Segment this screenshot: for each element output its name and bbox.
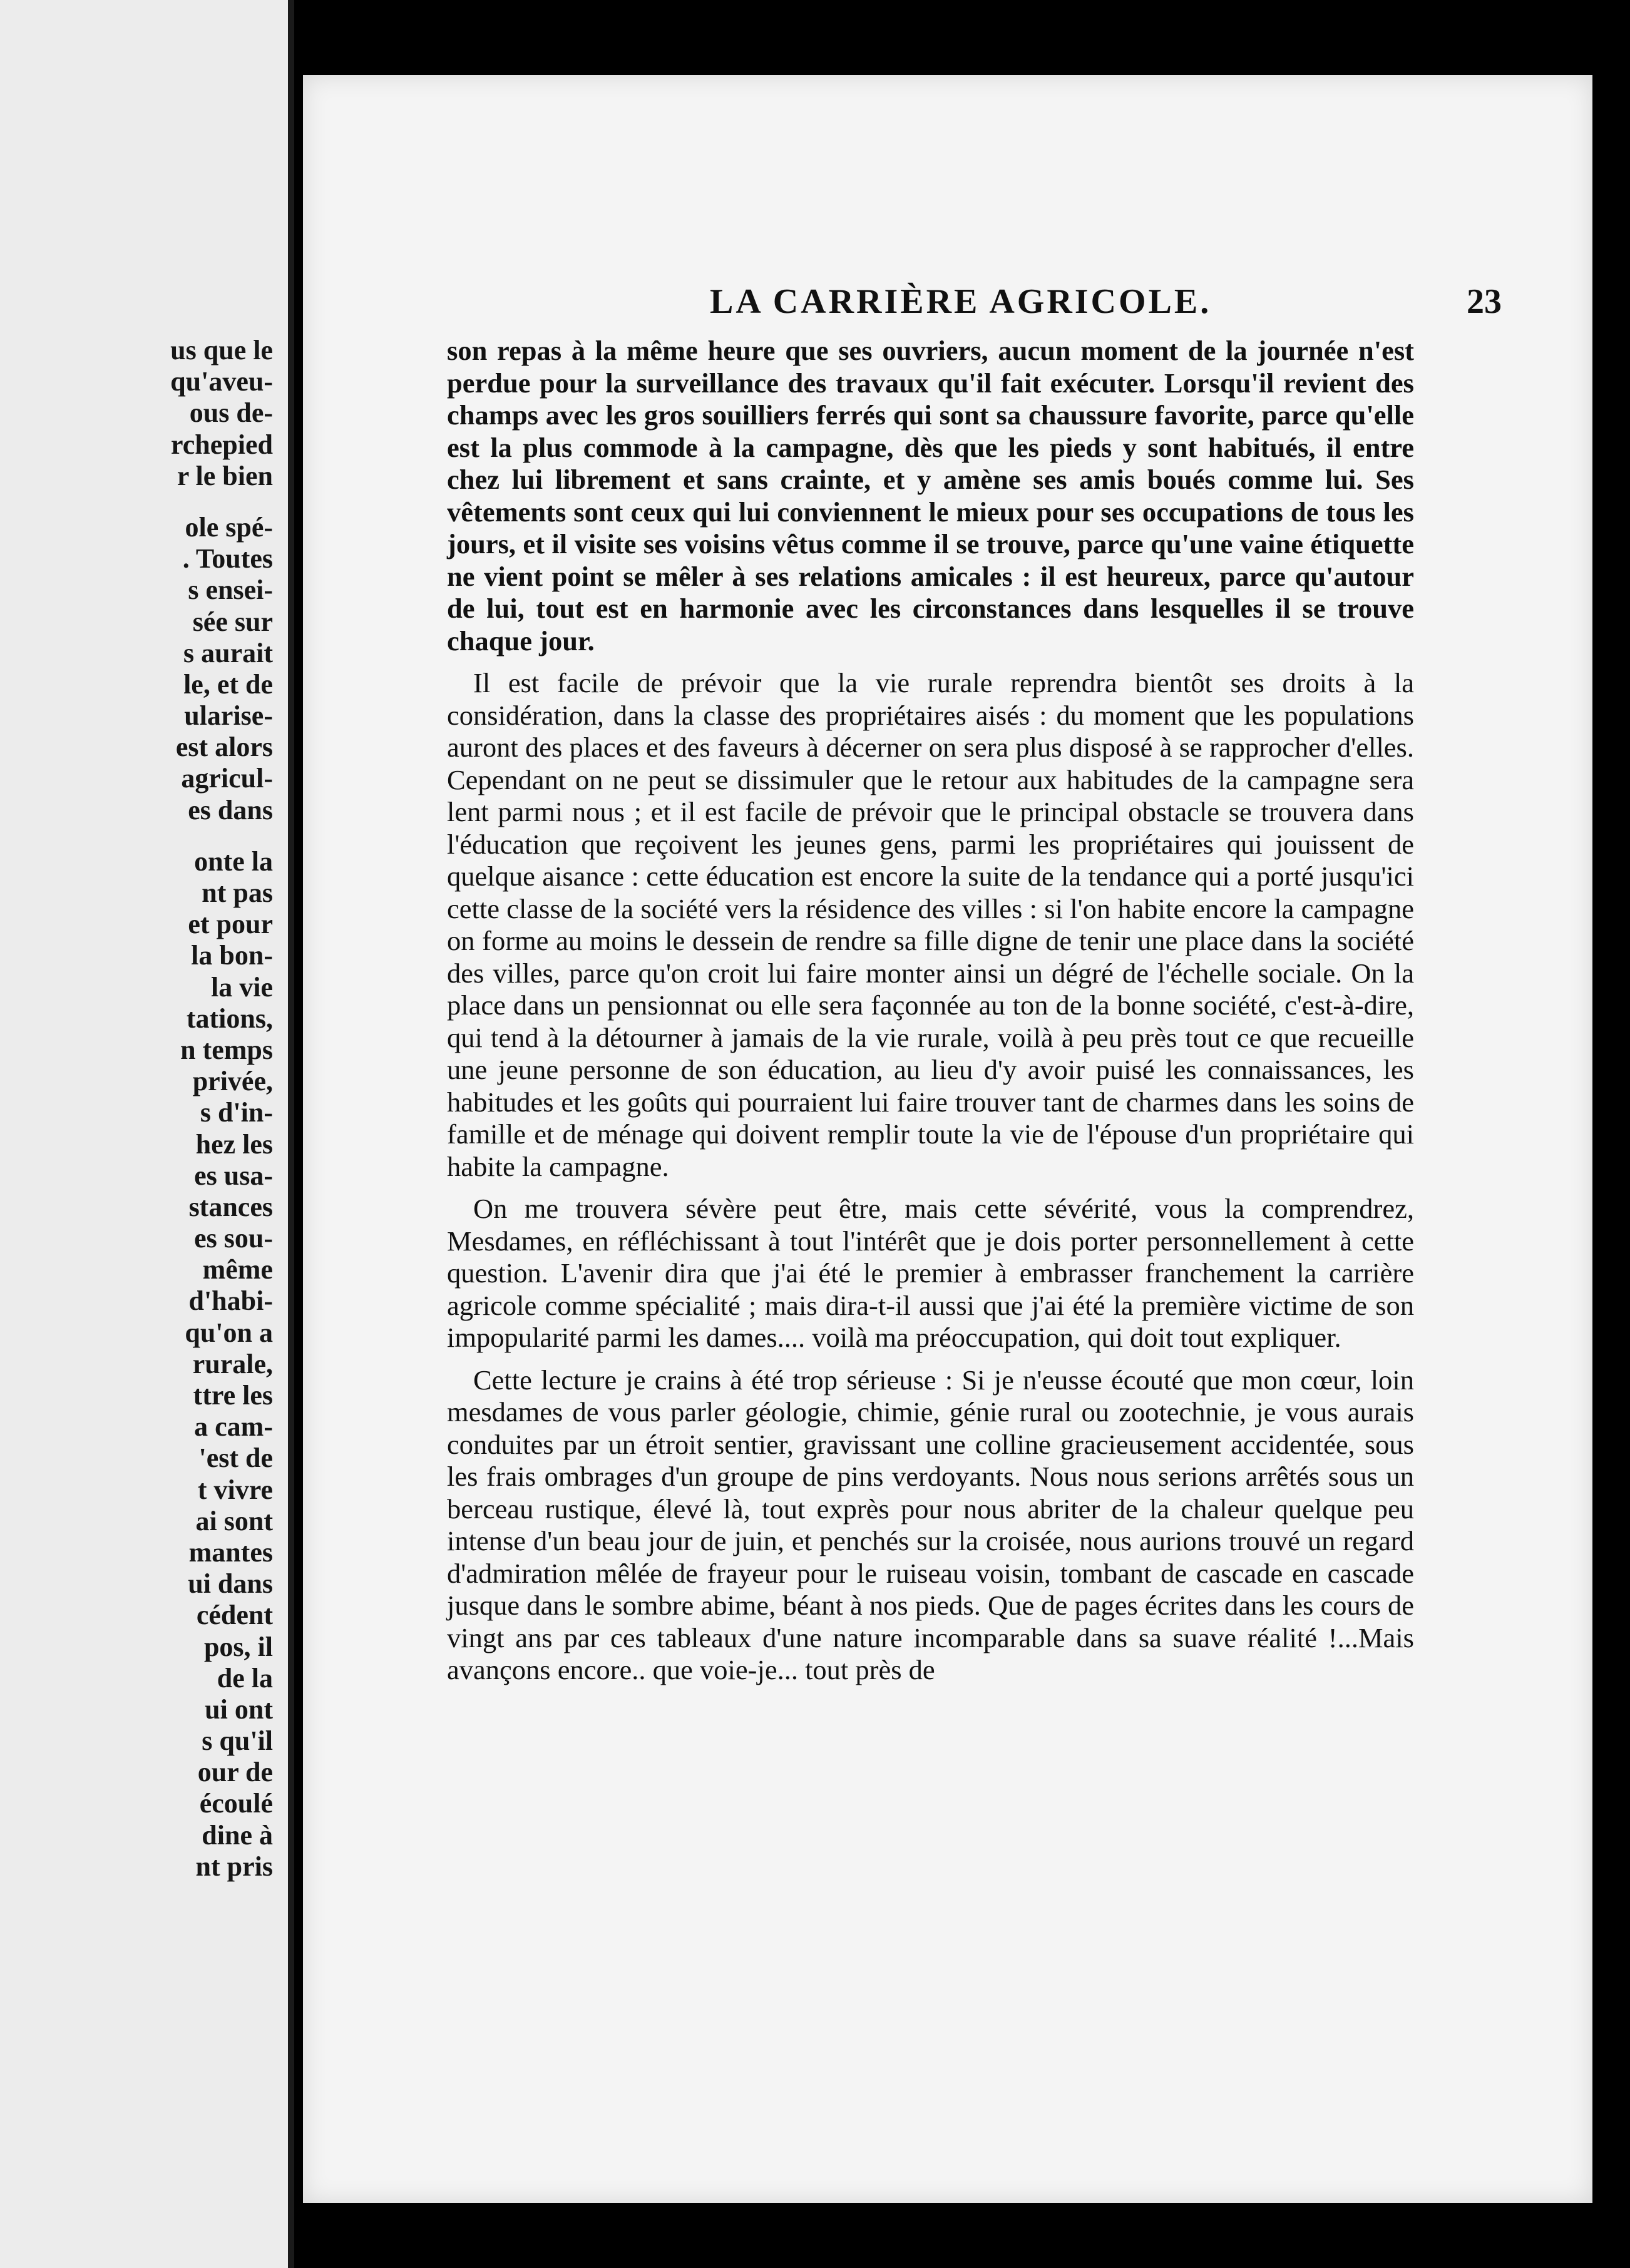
left-line: s ensei- <box>188 575 273 606</box>
left-line: ularise- <box>184 700 273 732</box>
left-line: ui dans <box>188 1568 273 1600</box>
left-line: rurale, <box>192 1348 273 1379</box>
left-line: ole spé- <box>185 511 273 543</box>
left-line: pos, il <box>203 1631 273 1662</box>
left-line: t vivre <box>197 1474 273 1505</box>
left-line: qu'aveu- <box>170 366 273 397</box>
page-number: 23 <box>1467 282 1502 321</box>
left-line: même <box>202 1254 273 1285</box>
running-title: LA CARRIÈRE AGRICOLE. <box>710 282 1212 321</box>
left-line: agricul- <box>181 763 273 794</box>
left-line: a cam- <box>194 1411 273 1443</box>
left-line: ui ont <box>205 1693 273 1725</box>
left-page-text <box>10 335 273 1882</box>
left-line: ai sont <box>195 1505 273 1536</box>
page-body <box>447 335 1414 1687</box>
left-line: es sou- <box>194 1223 273 1254</box>
left-line: écoulé <box>199 1788 273 1819</box>
left-line: ous de- <box>189 397 273 429</box>
left-line: de la <box>217 1662 273 1693</box>
left-line: la vie <box>211 971 273 1003</box>
left-line: onte la <box>194 845 273 877</box>
left-spacer <box>10 826 273 846</box>
left-facing-page <box>0 0 294 2268</box>
paragraph: Il est facile de prévoir que la vie rurale reprendra bientôt ses droits à la considération, dans la classe des propriétaires aisés : du moment que les populations auront des places et des faveurs à décerner on sera plus disposé à se rapprocher d'elles. Cependant on ne peut se dissimuler que le retour aux habitudes de la campagne sera lent parmi nous ; et il est facile de prévoir que le principal obstacle se trouvera dans l'éducation que reçoivent les jeunes gens, parmi les propriétaires qui jouissent de quelque aisance : cette éducation est encore la suite de la tendance qui a porté jusqu'ici cette classe de la société vers la résidence des villes : si l'on habite encore la campagne on forme au moins le dessein de rendre sa fille digne de tenir une place dans la société des villes, parce qu'on croit lui faire monter ainsi un dégré de l'échelle sociale. On la place dans un pensionnat ou elle sera façonnée au ton de la bonne société, c'est-à-dire, qui tend à la détourner à jamais de la vie rurale, voilà à peu près tout ce que recueille une jeune personne de son éducation, au lieu d'y avoir puisé les connaissances, les habitudes et les goûts qui pourraient lui faire trouver tant de charmes dans les soins de famille et de ménage qui doivent remplir toute la vie de l'épouse d'un propriétaire qui habite la campagne. <box>447 667 1414 1182</box>
left-line: et pour <box>188 909 273 940</box>
left-line: our de <box>197 1757 273 1788</box>
left-line: nt pas <box>202 877 273 908</box>
left-line: hez les <box>195 1128 273 1160</box>
left-line: es usa- <box>194 1160 273 1191</box>
left-line: mantes <box>188 1536 273 1568</box>
left-line: le, et de <box>183 668 273 700</box>
left-line: est alors <box>175 732 273 763</box>
left-line: rchepied <box>171 429 273 460</box>
left-line: qu'on a <box>185 1317 273 1348</box>
page-header <box>303 282 1592 338</box>
left-line: es dans <box>188 794 273 825</box>
left-line: r le bien <box>177 460 273 491</box>
left-line: d'habi- <box>188 1285 273 1317</box>
left-line: s aurait <box>183 637 273 668</box>
left-line: ttre les <box>193 1380 273 1411</box>
left-spacer <box>10 492 273 512</box>
left-line: nt pris <box>195 1851 273 1882</box>
left-line: tations, <box>186 1003 273 1034</box>
left-line: stances <box>188 1191 273 1222</box>
left-line: s d'in- <box>200 1097 273 1128</box>
left-line: . Toutes <box>182 543 273 575</box>
left-line: cédent <box>196 1600 273 1631</box>
left-line: n temps <box>180 1034 273 1065</box>
left-line: la bon- <box>191 940 273 971</box>
left-line: sée sur <box>192 606 273 637</box>
left-line: us que le <box>170 335 273 365</box>
paragraph: Cette lecture je crains à été trop sérieuse : Si je n'eusse écouté que mon cœur, loin mesdames de vous parler géologie, chimie, génie rural ou zootechnie, je vous aurais conduites par un étroit sentier, gravissant une colline gracieusement accidentée, sous les frais ombrages d'un groupe de pins verdoyants. Nous nous serions arrêtés sous un berceau rustique, élevé là, tout exprès pour nous abriter de la chaleur quelque peu intense d'un beau jour de juin, et penchés sur la croisée, nous aurions trouvé un regard d'admiration mêlée de frayeur pour le ruiseau voisin, tombant de cascade en cascade jusque dans le sombre abime, béant à nos pieds. Que de pages écrites dans les cours de vingt ans par ces tableaux d'une nature incomparable dans sa suave réalité !...Mais avançons encore.. que voie-je... tout près de <box>447 1364 1414 1685</box>
left-line: 'est de <box>198 1443 273 1474</box>
paragraph: On me trouvera sévère peut être, mais cette sévérité, vous la comprendrez, Mesdames, en réfléchissant à tout l'intérêt que je dois porter personnellement à cette question. L'avenir dira que j'ai été le premier à embrasser franchement la carrière agricole comme spécialité ; mais dira-t-il aussi que j'ai été la première victime de son impopularité parmi les dames.... voilà ma préoccupation, qui doit tout expliquer. <box>447 1193 1414 1353</box>
left-line: privée, <box>192 1066 273 1097</box>
left-line: dine à <box>202 1819 273 1851</box>
paragraph: son repas à la même heure que ses ouvriers, aucun moment de la journée n'est perdue pour la surveillance des travaux qu'il fait exécuter. Lorsqu'il revient des champs avec les gros souilliers ferrés qui sont sa chaussure favorite, parce qu'elle est la plus commode à la campagne, dès que les pieds y sont habitués, il entre chez lui librement et sans crainte, et y amène ses amis boués comme lui. Ses vêtements sont ceux qui lui conviennent le mieux pour ses occupations de tous les jours, et il visite ses voisins vêtus comme il se trouve, parce qu'une vaine étiquette ne vient point se mêler à ses relations amicales : il est heureux, parce qu'autour de lui, tout est en harmonie avec les circonstances dans lesquelles il se trouve chaque jour. <box>447 335 1414 656</box>
book-page <box>303 75 1592 2203</box>
left-line: s qu'il <box>202 1725 273 1757</box>
